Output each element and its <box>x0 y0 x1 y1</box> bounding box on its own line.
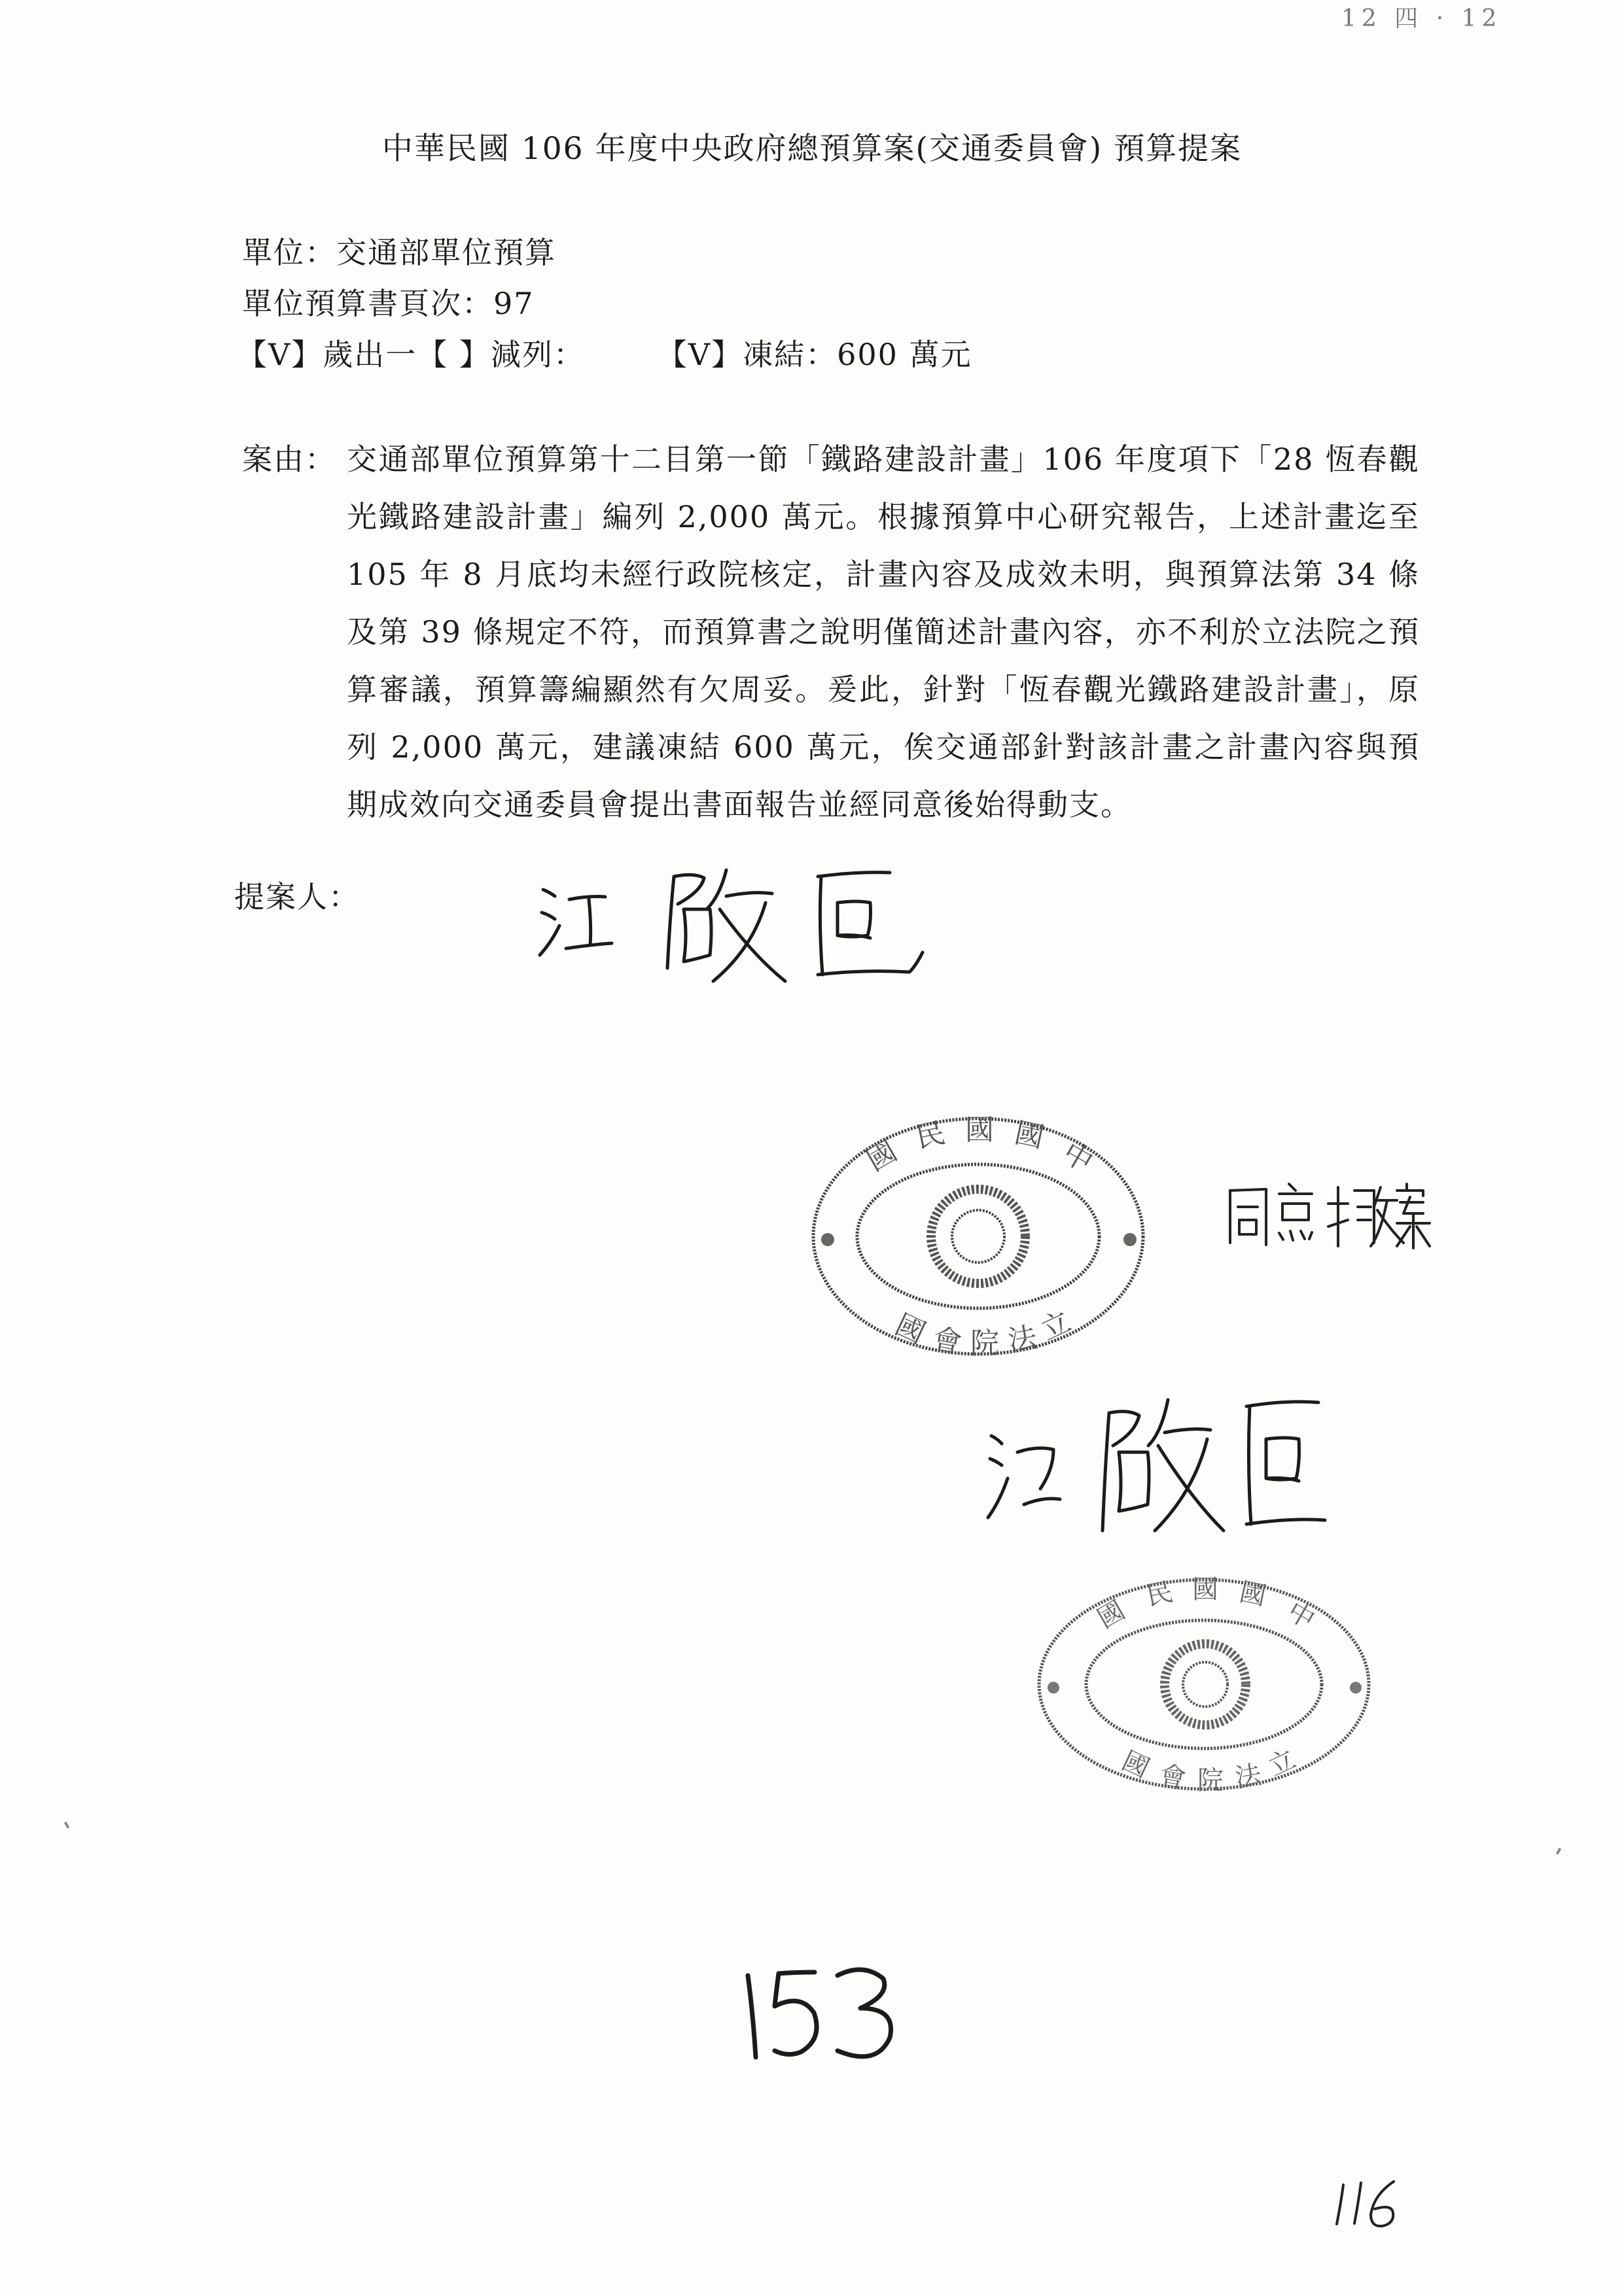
seal-1-bottom-char-3: 院 <box>970 1327 999 1360</box>
seal-2-top-char-3: 國 <box>1192 1574 1218 1605</box>
reason-text: 交通部單位預算第十二目第一節「鐵路建設計畫」106 年度項下「28 恆春觀光鐵路建設計畫」編列 2,000 萬元。根據預算中心研究報告，上述計畫迄至 105 年 8 月底均未經行政院核定，計畫內容及成效未明，與預算法第 34 條及第 39 條規定不符，而預算書之說明僅簡述計畫內容，亦不利於立法院之預算審議，預算籌編顯然有欠周妥。爰此，針對「恆春觀光鐵路建設計畫」，原列 2,000 萬元，建議凍結 600 萬元，俟交通部針對該計畫之計畫內容與預期成效向交通委員會提出書面報告並經同意後始得動支。 <box>347 442 1420 822</box>
seal-2-top-char-5: 中 <box>1282 1595 1320 1635</box>
seal-2-top-char-4: 國 <box>1237 1576 1269 1612</box>
document-title: 中華民國 106 年度中央政府總預算案(交通委員會) 預算提案 <box>381 131 1243 167</box>
seal-1-top-char-5: 中 <box>1057 1136 1099 1179</box>
corner-mark: 12 四 · 12 <box>1341 5 1502 32</box>
reason-label: 案由： <box>242 442 336 477</box>
seal-2-bottom-char-2: 會 <box>1157 1760 1188 1795</box>
stamp-number <box>736 1956 906 2067</box>
page-number <box>1332 2175 1410 2234</box>
seal-2-bottom-char-3: 院 <box>1197 1765 1224 1796</box>
signature-2 <box>978 1374 1345 1550</box>
seal-2-bottom-char-1: 國 <box>1117 1745 1154 1784</box>
handwritten-note <box>1224 1171 1433 1256</box>
seal-1-bottom-char-5: 立 <box>1036 1304 1076 1348</box>
budget-page-field: 單位預算書頁次：97 <box>242 286 535 321</box>
expenditure-reduction-field: 【V】歲出一【 】減列： <box>237 337 585 372</box>
check-row <box>237 331 972 374</box>
seal-1-bottom-char-4: 法 <box>1005 1320 1040 1359</box>
seal-1-bottom-char-1: 國 <box>890 1308 930 1351</box>
seal-1-top-char-4: 國 <box>1012 1116 1047 1155</box>
unit-field: 單位：交通部單位預算 <box>242 235 556 270</box>
signature-1 <box>530 850 936 1001</box>
seal-1-top-char-2: 民 <box>913 1116 948 1155</box>
seal-2-bottom-char-5: 立 <box>1263 1743 1301 1783</box>
seal-1-top-char-1: 國 <box>860 1134 903 1178</box>
seal-1-top-char-3: 國 <box>965 1113 994 1147</box>
freeze-field: 【V】凍結：600 萬元 <box>656 337 972 372</box>
seal-1 <box>808 1112 1148 1361</box>
seal-2-top-char-2: 民 <box>1143 1576 1176 1612</box>
scan-speck <box>64 1822 69 1829</box>
seal-2-bottom-char-4: 法 <box>1233 1760 1264 1794</box>
seal-1-bottom-char-2: 會 <box>930 1322 964 1361</box>
seal-2-top-char-1: 國 <box>1092 1595 1131 1635</box>
seal-2 <box>1034 1573 1374 1796</box>
proposer-label: 提案人： <box>234 879 360 914</box>
scan-speck <box>1556 1848 1561 1855</box>
